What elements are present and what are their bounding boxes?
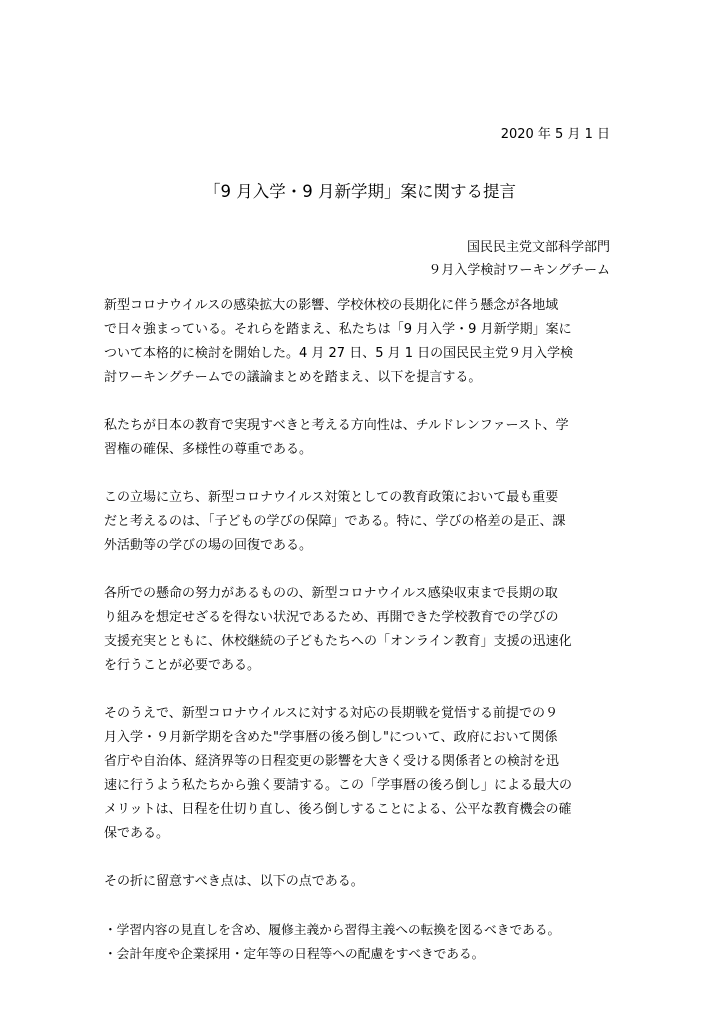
- paragraph: そのうえで、新型コロナウイルスに対する対応の長期戦を覚悟する前提での９ 月入学・９月新学期を含めた"学事暦の後ろ倒し"について、政府において関係 省庁や自治体、経済界等の日程変更の影響を大きく受ける関係者との検討を迅 速に行うよう私たちから強く要請する。この「学事暦の後ろ倒し」による最大の メリットは、日程を仕切り直し、後ろ倒しすることによる、公平な教育機会の確 保である。: [104, 706, 573, 841]
- bullet-list: [104, 918, 620, 966]
- paragraph: 新型コロナウイルスの感染拡大の影響、学校休校の長期化に伴う懸念が各地域 で日々強まっている。それらを踏まえ、私たちは「9 月入学・9 月新学期」案に ついて本格的に検討を開始した。4 月 27 日、5 月 1 日の国民民主党９月入学検 討ワーキングチームでの議論まとめを踏まえ、以下を提言する。: [104, 298, 574, 385]
- paragraph: 私たちが日本の教育で実現すべきと考える方向性は、チルドレンファースト、学 習権の確保、多様性の尊重である。: [104, 418, 569, 457]
- document-date: 2020 年 5 月 1 日: [500, 127, 610, 142]
- document-body: [104, 294, 620, 966]
- bullet-item: ・会計年度や企業採用・定年等の日程等への配慮をすべきである。: [104, 946, 485, 961]
- bullet-item: ・学習内容の見直しを含め、履修主義から習得主義への転換を図るべきである。: [104, 922, 561, 937]
- author-organization: 国民民主党文部科学部門: [466, 240, 610, 255]
- document-title: 「9 月入学・9 月新学期」案に関する提言: [204, 182, 516, 201]
- paragraph: その折に留意すべき点は、以下の点である。: [104, 874, 364, 889]
- paragraph: この立場に立ち、新型コロナウイルス対策としての教育政策において最も重要 だと考えるのは、「子どもの学びの保障」である。特に、学びの格差の是正、課 外活動等の学びの場の回復である。: [104, 490, 566, 553]
- paragraph: 各所での懸命の努力があるものの、新型コロナウイルス感染収束まで長期の取 り組みを想定せざるを得ない状況であるため、再開できた学校教育での学びの 支援充実とともに、休校継続の子どもたちへの「オンライン教育」支援の迅速化 を行うことが必要である。: [104, 586, 572, 673]
- author-team: ９月入学検討ワーキングチーム: [428, 263, 610, 278]
